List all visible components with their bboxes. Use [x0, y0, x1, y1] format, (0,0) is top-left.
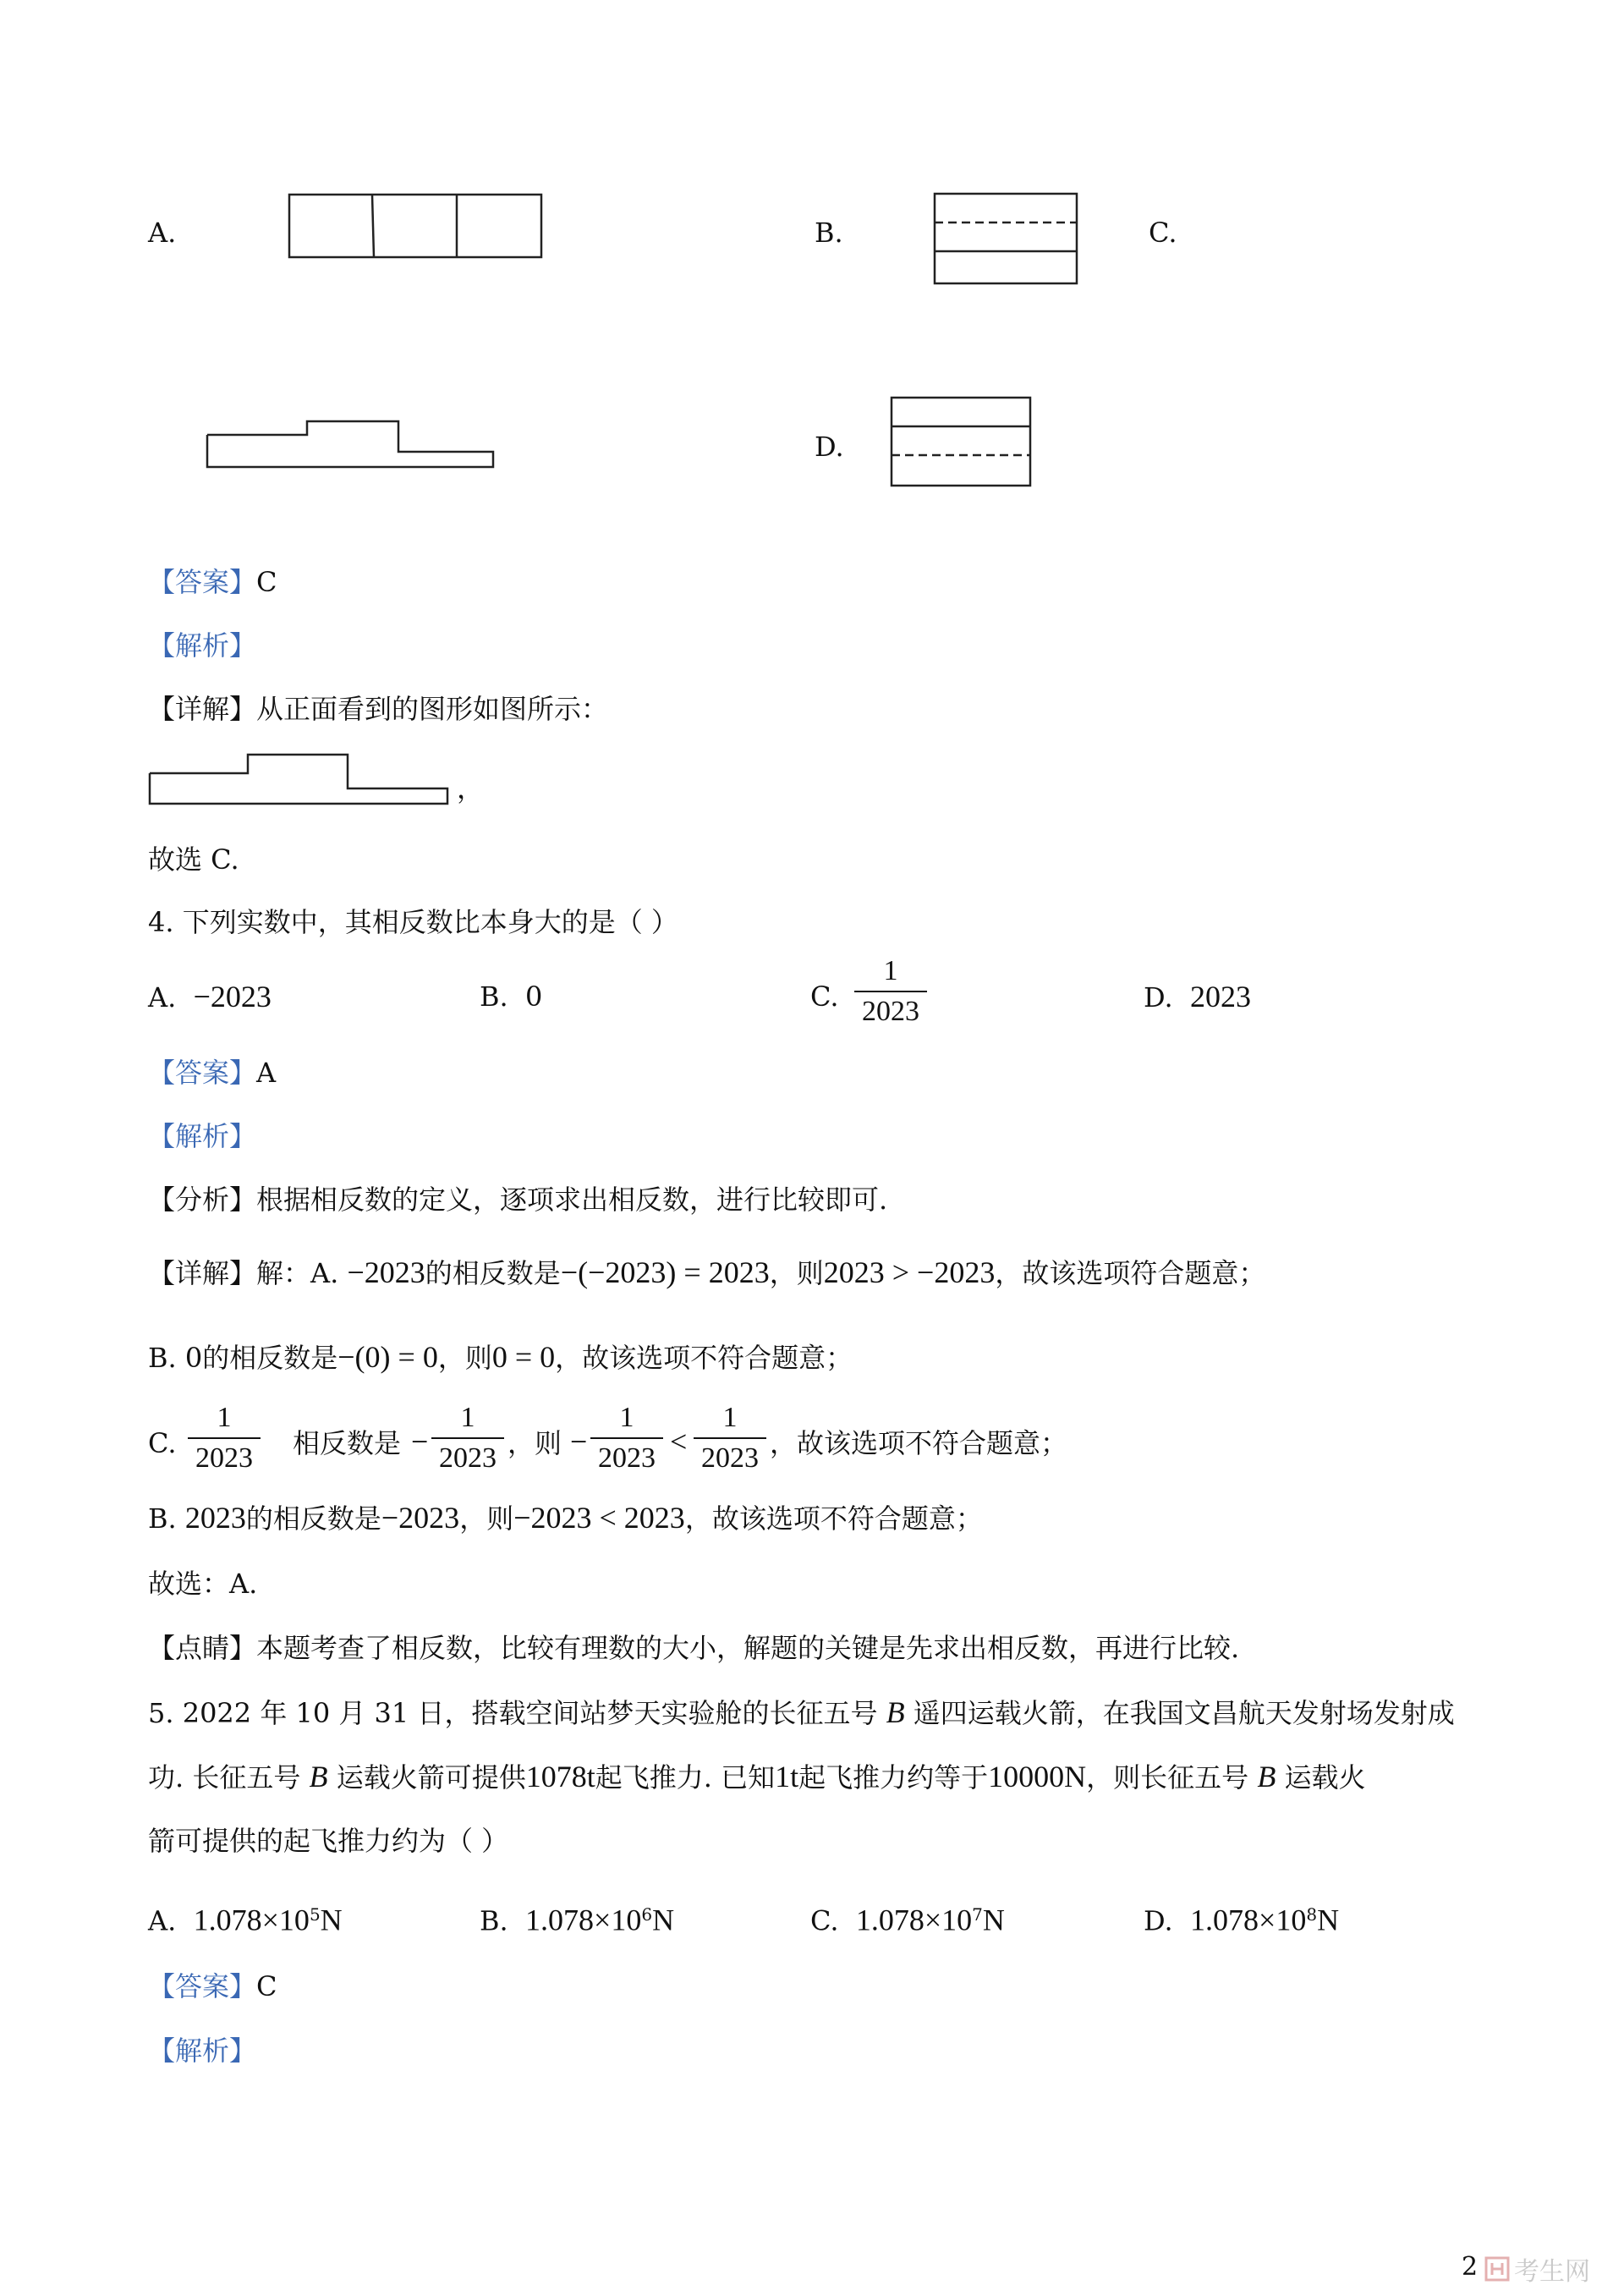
fraction-denominator: 2023 — [701, 1442, 759, 1474]
option-value: 2023 — [1190, 980, 1252, 1013]
fraction-denominator: 2023 — [195, 1442, 253, 1474]
q3-option-c-label: C. — [1149, 217, 1177, 249]
dianjing-text: 本题考查了相反数，比较有理数的大小，解题的关键是先求出相反数，再进行比较. — [256, 1632, 1240, 1664]
answer-tag: 【答案】 — [148, 1057, 257, 1089]
q3-option-c-figure — [206, 418, 497, 470]
q5-option-d — [1144, 1898, 1339, 1938]
detail-text: 的相反数是 — [202, 1342, 338, 1374]
math-expression: 0 = 0 — [491, 1340, 556, 1374]
q3-xiangjie-line — [148, 692, 608, 726]
q5-answer-line — [148, 1969, 277, 2003]
math-symbol: B — [309, 1760, 328, 1793]
fraction-bar — [188, 1437, 261, 1439]
stem-text: 运载火箭可提供 — [336, 1761, 526, 1793]
watermark-text: 考生网 — [1514, 2257, 1590, 2287]
math-value: 1t — [775, 1760, 799, 1793]
answer-value: C — [256, 566, 277, 598]
option-label: C. — [810, 1904, 839, 1937]
fraction-denominator: 2023 — [439, 1442, 497, 1474]
math-value: −2023 — [381, 1501, 460, 1535]
q5-stem-line-2 — [148, 1760, 1366, 1794]
q4-option-d — [1144, 980, 1251, 1014]
math-value: −2023 — [347, 1255, 425, 1289]
answer-tag: 【答案】 — [148, 566, 257, 598]
q4-dianjing-line — [148, 1631, 1239, 1665]
q3-conclusion: 故选 C. — [148, 843, 239, 876]
q3-option-b-figure — [933, 192, 1081, 287]
q4-detail-c-text-2: ，则 — [508, 1427, 562, 1459]
detail-text: B. — [148, 1502, 177, 1535]
math-expression: −(−2023) = 2023 — [560, 1255, 770, 1289]
option-unit: N — [1317, 1903, 1340, 1937]
q4-detail-c-fraction-3 — [590, 1401, 663, 1475]
option-unit: N — [982, 1903, 1005, 1937]
xiangjie-tag: 【详解】 — [148, 693, 257, 725]
q4-fenxi-line — [148, 1183, 887, 1217]
stem-text: 5. 2022 年 10 月 31 日，搭载空间站梦天实验舱的长征五号 — [148, 1697, 878, 1729]
detail-text: ，故该选项符合题意； — [995, 1257, 1266, 1289]
fraction-bar — [854, 991, 927, 992]
math-symbol: B — [1257, 1760, 1276, 1793]
stem-text: 功. 长征五号 — [148, 1761, 301, 1793]
q4-detail-c-label: C. — [148, 1427, 177, 1459]
option-base: 1.078×10 — [855, 1903, 973, 1937]
option-exponent: 6 — [641, 1904, 653, 1925]
q4-stem: 4. 下列实数中，其相反数比本身大的是（ ） — [148, 906, 678, 938]
watermark-logo-icon — [1484, 2256, 1510, 2282]
watermark — [1484, 2250, 1590, 2288]
q4-detail-c-fraction-2 — [431, 1401, 504, 1475]
q4-detail-c-fraction-4 — [694, 1401, 766, 1475]
fraction-bar — [590, 1437, 663, 1439]
xiangjie-tag: 【详解】 — [148, 1257, 257, 1289]
q4-detail-c-text-3: ，故该选项不符合题意； — [770, 1427, 1068, 1459]
math-expression: 2023 > −2023 — [823, 1255, 996, 1289]
q5-stem-line-3: 箭可提供的起飞推力约为（ ） — [148, 1825, 509, 1857]
option-base: 1.078×10 — [1190, 1903, 1307, 1937]
answer-value: A — [256, 1057, 277, 1089]
math-symbol: B — [886, 1695, 905, 1729]
fenxi-tag: 【分析】 — [148, 1184, 257, 1216]
detail-text: ，则 — [769, 1257, 824, 1289]
option-exponent: 5 — [309, 1904, 321, 1925]
page-number: 2 — [1462, 2252, 1479, 2282]
q3-option-a-label: A. — [148, 217, 177, 249]
q4-conclusion: 故选：A. — [148, 1568, 258, 1600]
option-label: D. — [1144, 981, 1173, 1013]
detail-text: ，故该选项不符合题意； — [684, 1502, 983, 1535]
option-unit: N — [652, 1903, 675, 1937]
option-value: −2023 — [193, 980, 272, 1013]
math-value: 10000N — [988, 1760, 1087, 1793]
q5-stem-line-1 — [148, 1695, 1455, 1730]
fenxi-text: 根据相反数的定义，逐项求出相反数，进行比较即可. — [256, 1184, 888, 1216]
fraction-numerator: 1 — [722, 1402, 738, 1433]
q4-detail-line-b — [148, 1340, 853, 1375]
math-value: 0 — [184, 1342, 203, 1374]
q3-front-view-figure — [148, 751, 453, 809]
q3-option-b-label: B. — [815, 217, 843, 249]
detail-text: ，则 — [437, 1342, 492, 1374]
q4-detail-c-minus-1: − — [411, 1425, 429, 1458]
detail-text: 的相反数是 — [245, 1502, 381, 1535]
stem-text: 起飞推力. 已知 — [595, 1761, 776, 1793]
q4-option-a — [148, 980, 272, 1014]
q3-option-a-figure — [288, 193, 546, 261]
q4-jiexi-tag: 【解析】 — [148, 1120, 257, 1152]
option-unit: N — [320, 1903, 343, 1937]
q4-detail-line-d — [148, 1501, 983, 1535]
option-label: A. — [148, 981, 177, 1013]
q5-option-a — [148, 1898, 343, 1938]
option-exponent: 8 — [1306, 1904, 1318, 1925]
answer-tag: 【答案】 — [148, 1970, 257, 2002]
detail-text: ，则 — [459, 1502, 514, 1535]
answer-value: C — [256, 1970, 277, 2002]
option-label: B. — [480, 1904, 508, 1937]
q4-option-c-label: C. — [810, 980, 839, 1013]
option-base: 1.078×10 — [193, 1903, 310, 1937]
detail-text: 解：A. — [256, 1257, 339, 1289]
q5-option-c — [810, 1898, 1005, 1938]
q3-option-d-figure — [890, 396, 1034, 489]
stem-text: 运载火 — [1284, 1761, 1366, 1793]
q4-option-b — [480, 980, 542, 1013]
q3-answer-line — [148, 565, 277, 599]
q3-figure-comma: ， — [457, 772, 485, 805]
fraction-numerator: 1 — [883, 955, 898, 986]
option-label: B. — [480, 980, 508, 1013]
stem-text: 起飞推力约等于 — [798, 1761, 989, 1793]
detail-text: ，故该选项不符合题意； — [555, 1342, 853, 1374]
math-expression: −(0) = 0 — [337, 1340, 438, 1374]
q3-option-d-label: D. — [815, 431, 844, 463]
option-value: 0 — [525, 980, 543, 1013]
option-label: D. — [1144, 1904, 1173, 1937]
option-label: A. — [148, 1904, 177, 1937]
fraction-numerator: 1 — [460, 1402, 475, 1433]
q4-detail-c-less-than: < — [670, 1425, 688, 1458]
q4-detail-c-minus-2: − — [570, 1425, 588, 1458]
q4-detail-c-text-1: 相反数是 — [293, 1427, 402, 1459]
fraction-numerator: 1 — [619, 1402, 634, 1433]
q5-option-b — [480, 1898, 674, 1938]
dianjing-tag: 【点睛】 — [148, 1632, 257, 1664]
fraction-denominator: 2023 — [598, 1442, 656, 1474]
stem-text: 遥四运载火箭，在我国文昌航天发射场发射成 — [913, 1697, 1455, 1729]
fraction-numerator: 1 — [217, 1402, 232, 1433]
math-expression: −2023 < 2023 — [513, 1501, 685, 1535]
option-base: 1.078×10 — [525, 1903, 642, 1937]
q5-jiexi-tag: 【解析】 — [148, 2035, 257, 2067]
option-exponent: 7 — [972, 1904, 983, 1925]
xiangjie-text: 从正面看到的图形如图所示： — [256, 693, 609, 725]
q4-option-c-fraction — [854, 954, 927, 1029]
q4-detail-line-a — [148, 1255, 1265, 1290]
q3-jiexi-tag: 【解析】 — [148, 629, 257, 662]
math-value: 1078t — [525, 1760, 595, 1793]
stem-text: ，则长征五号 — [1086, 1761, 1249, 1793]
detail-text: B. — [148, 1342, 177, 1374]
math-value: 2023 — [184, 1501, 246, 1535]
q4-detail-c-fraction-1 — [188, 1401, 261, 1475]
fraction-denominator: 2023 — [862, 996, 919, 1027]
fraction-bar — [431, 1437, 504, 1439]
q4-answer-line — [148, 1056, 276, 1090]
detail-text: 的相反数是 — [425, 1257, 561, 1289]
fraction-bar — [694, 1437, 766, 1439]
